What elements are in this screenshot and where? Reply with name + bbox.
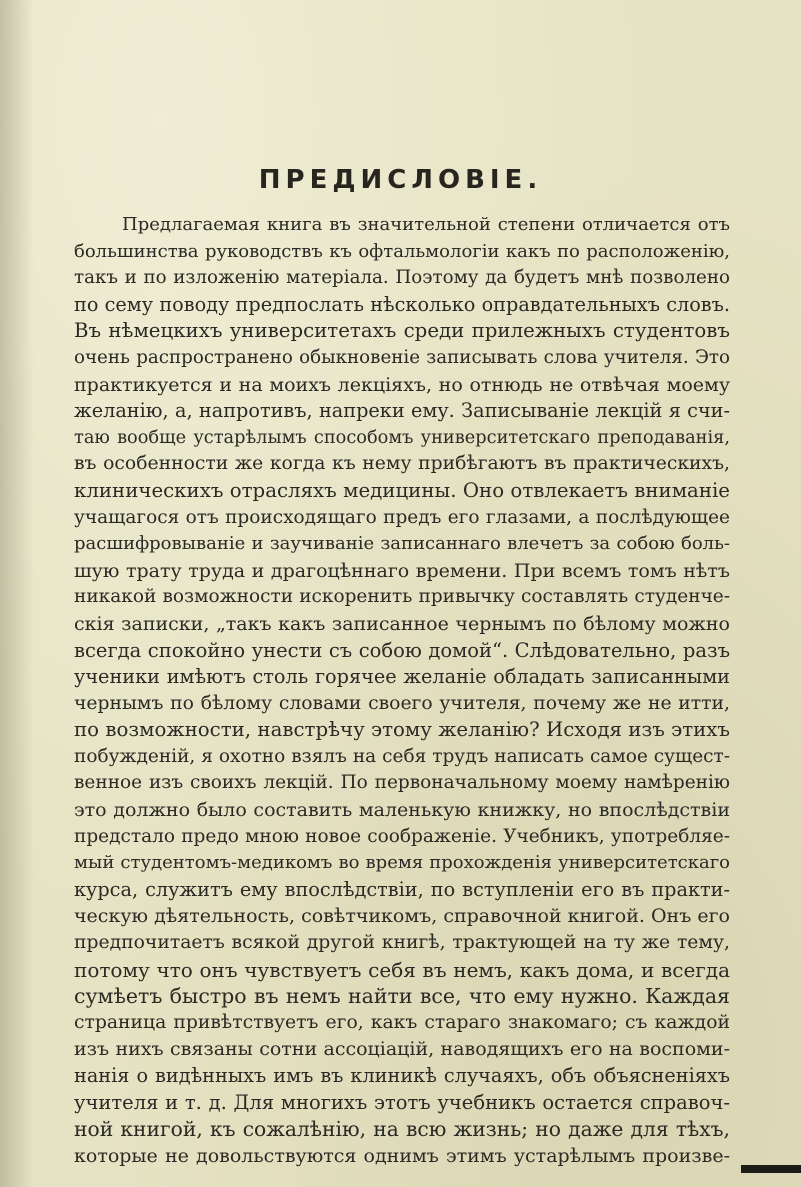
text-line: которые не довольствуются однимъ этимъ устарѣлымъ произве- <box>74 1144 730 1167</box>
body-paragraph <box>74 212 730 1169</box>
text-line: таю вообще устарѣлымъ способомъ университетскаго преподаванія, <box>74 427 730 448</box>
text-line: по сему поводу предпослать нѣсколько оправдательныхъ словъ. <box>74 292 730 316</box>
text-line: такъ и по изложенію матеріала. Поэтому да будетъ мнѣ позволено <box>74 267 730 289</box>
page-title: ПРЕДИСЛОВІЕ. <box>258 165 543 195</box>
text-line: курса, служитъ ему впослѣдствіи, по вступленіи его въ практи- <box>74 877 730 901</box>
text-line: венное изъ своихъ лекцій. По первоначальному моему намѣренію <box>74 772 730 794</box>
text-line: по возможности, навстрѣчу этому желанію? Исходя изъ этихъ <box>74 718 730 742</box>
text-line: Въ нѣмецкихъ университетахъ среди прилежныхъ студентовъ <box>74 319 730 343</box>
text-line: сумѣетъ быстро въ немъ найти все, что ему нужно. Каждая <box>74 984 730 1009</box>
text-line: всегда спокойно унести съ собою домой“. Слѣдовательно, разъ <box>74 638 730 662</box>
text-line: нанія о видѣнныхъ имъ въ клиникѣ случаяхъ, объ объясненіяхъ <box>74 1064 730 1087</box>
text-line: это должно было составить маленькую книжку, но впослѣдствіи <box>74 799 730 822</box>
text-line: ной книгой, къ сожалѣнію, на всю жизнь; но даже для тѣхъ, <box>74 1117 730 1142</box>
text-line: шую трату труда и драгоцѣннаго времени. При всемъ томъ нѣтъ <box>74 559 730 582</box>
text-line: большинства руководствъ къ офтальмологіи какъ по расположенію, <box>74 240 730 262</box>
text-line: предпочитаетъ всякой другой книгѣ, трактующей на ту же тему, <box>74 932 730 954</box>
text-line: Предлагаемая книга въ значительной степени отличается отъ <box>122 214 730 235</box>
text-line: изъ нихъ связаны сотни ассоціацій, наводящихъ его на воспоми- <box>74 1038 730 1061</box>
text-line: учителя и т. д. Для многихъ этотъ учебникъ остается справоч- <box>74 1090 730 1114</box>
text-line: ученики имѣютъ столь горячее желаніе обладать записанными <box>74 665 730 689</box>
text-line: никакой возможности искоренить привычку составлять студенче- <box>74 586 730 608</box>
scan-edge-mark <box>741 1165 801 1173</box>
text-line: практикуется и на моихъ лекціяхъ, но отнюдь не отвѣчая моему <box>74 373 730 396</box>
text-line: скія записки, „такъ какъ записанное чернымъ по бѣлому можно <box>74 612 730 635</box>
text-line: предстало предо мною новое соображеніе. Учебникъ, употребляе- <box>74 825 730 847</box>
text-line: учащагося отъ происходящаго предъ его глазами, а послѣдующее <box>74 506 730 528</box>
text-line: чернымъ по бѣлому словами своего учителя, почему же не итти, <box>74 692 730 714</box>
text-line: въ особенности же когда къ нему прибѣгаютъ въ практическихъ, <box>74 453 730 475</box>
text-line: очень распространено обыкновеніе записывать слова учителя. Это <box>74 346 730 368</box>
text-line: ческую дѣятельность, совѣтчикомъ, справочной книгой. Онъ его <box>74 905 730 928</box>
text-line: клиническихъ отрасляхъ медицины. Оно отвлекаетъ вниманіе <box>74 478 730 502</box>
text-line: побужденій, я охотно взялъ на себя трудъ написать самое сущест- <box>74 745 730 767</box>
text-line: страница привѣтствуетъ его, какъ стараго знакомаго; съ каждой <box>74 1011 730 1033</box>
text-line: потому что онъ чувствуетъ себя въ немъ, какъ дома, и всегда <box>74 957 730 982</box>
text-line: желанію, а, напротивъ, напреки ему. Записываніе лекцій я счи- <box>74 399 730 423</box>
text-line: расшифровываніе и заучиваніе записаннаго влечетъ за собою боль- <box>74 533 730 555</box>
text-line: мый студентомъ-медикомъ во время прохожденія университетскаго <box>74 852 730 874</box>
